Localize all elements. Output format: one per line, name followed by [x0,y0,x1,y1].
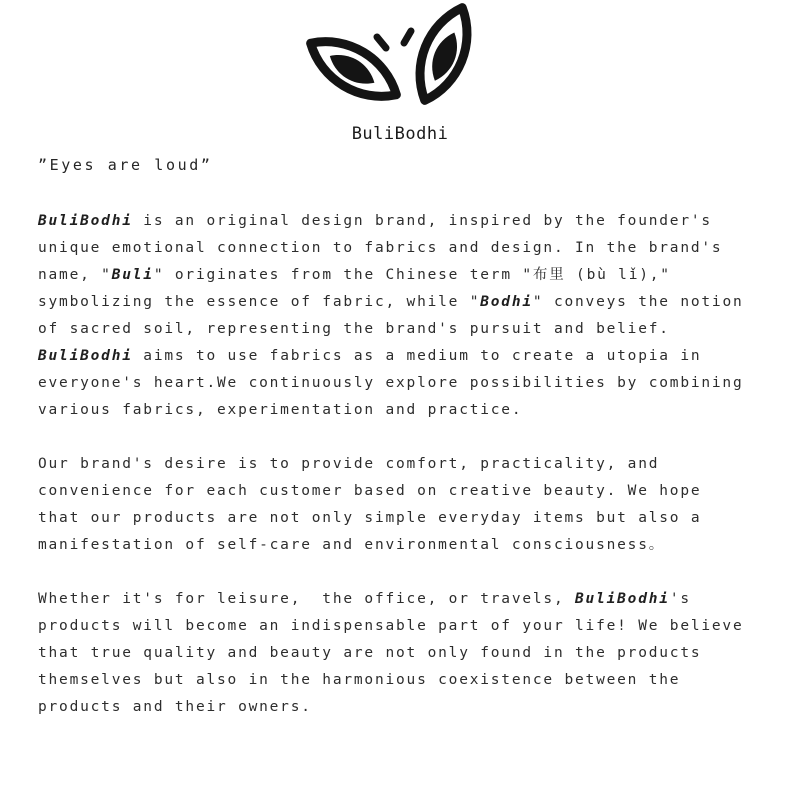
text-line: Whether it's for leisure, the office, or travels, BuliBodhi's [38,591,691,607]
text-line: BuliBodhi is an original design brand, inspired by the founder's [38,213,712,229]
text-line: BuliBodhi aims to use fabrics as a medium to create a utopia in [38,348,702,364]
text-line: Our brand's desire is to provide comfort, practicality, and [38,456,660,472]
text-line: various fabrics, experimentation and practice. [38,402,523,418]
brand-story-content [38,152,764,748]
text-line: themselves but also in the harmonious coexistence between the [38,672,681,688]
eyes-logo-icon [300,0,500,122]
brand-name-emphasis: Bodhi [480,294,533,310]
brand-name-emphasis: BuliBodhi [38,213,133,229]
text-line: symbolizing the essence of fabric, while "Bodhi" conveys the notion [38,294,744,310]
brand-name-emphasis: Buli [111,267,154,283]
text-line: products and their owners. [38,699,312,715]
brand-header [0,0,800,145]
text-line: that our products are not only simple everyday items but also a [38,510,702,526]
paragraph [38,451,764,559]
tagline: ”Eyes are loud” [38,156,213,174]
brand-story [38,208,764,721]
text-line: name, "Buli" originates from the Chinese term "布里 (bù lǐ)," [38,267,671,283]
text-line: products will become an indispensable part of your life! We believe [38,618,744,634]
brand-wordmark: BuliBodhi [351,124,449,144]
text-line: unique emotional connection to fabrics and design. In the brand's [38,240,723,256]
paragraph [38,208,764,424]
brand-name-emphasis: BuliBodhi [575,591,670,607]
text-line: convenience for each customer based on creative beauty. We hope [38,483,702,499]
paragraph [38,586,764,721]
brand-name-emphasis: BuliBodhi [38,348,133,364]
text-line: of sacred soil, representing the brand's pursuit and belief. [38,321,670,337]
text-line: manifestation of self-care and environmental consciousness。 [38,537,666,553]
text-line: everyone's heart.We continuously explore possibilities by combining [38,375,744,391]
text-line: that true quality and beauty are not only found in the products [38,645,702,661]
